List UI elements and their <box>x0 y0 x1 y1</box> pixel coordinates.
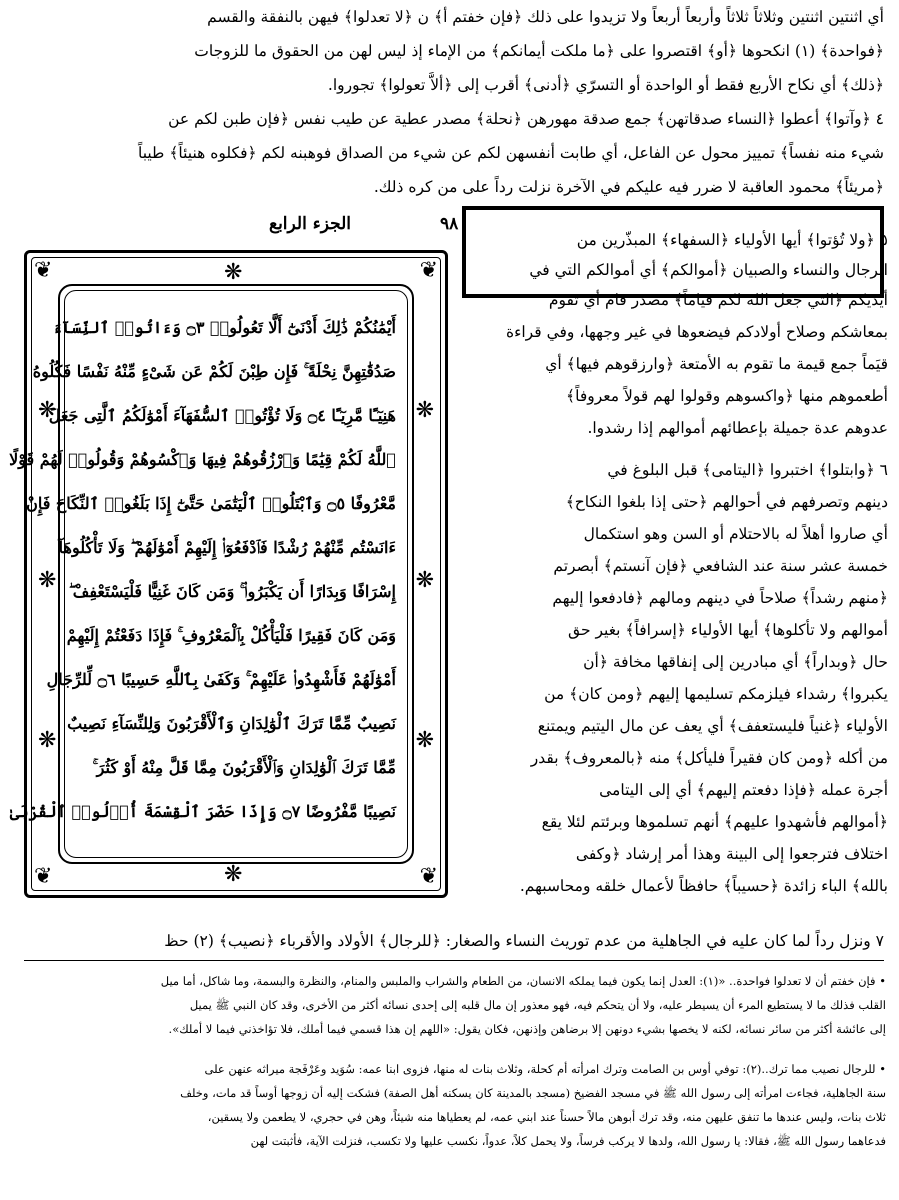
text-line: خمسة عشر سنة عند الشافعي ﴿فإن آنستم﴾ أبصرتم <box>553 557 888 575</box>
text-line: دينهم وتصرفهم في أحوالهم ﴿حتى إذا بلغوا النكاح﴾ <box>565 493 888 511</box>
text-line: بالله﴾ الباء زائدة ﴿حسيباً﴾ حافظاً لأعمال خلقه ومحاسبهم. <box>519 877 888 895</box>
text-line: أيديكم ﴿التي جعل الله لكم قياماً﴾ مصدر قام أي تقوم <box>548 291 888 309</box>
footnote-line: • فإن خفتم أن لا تعدلوا فواحدة.. «(١): العدل إنما يكون فيما يملكه الانسان، من الطعام والشراب والملبس والمنام، والنظرة والبسمة، وما شاكل، أما ميل <box>160 974 886 988</box>
quran-line: أَمْوَٰلَهُمْ فَأَشْهِدُوا۟ عَلَيْهِمْ ۚ وَكَفَىٰ بِٱللَّهِ حَسِيبًا ۝٦ لِّلرِّجَالِ <box>46 670 396 689</box>
text-line: ﴿منهم رشداً﴾ صلاحاً في دينهم ومالهم ﴿فادفعوا إليهم <box>552 589 888 607</box>
quran-line: مِّمَّا تَرَكَ ٱلْوَٰلِدَانِ وَٱلْأَقْرَبُونَ مِمَّا قَلَّ مِنْهُ أَوْ كَثُرَ ۚ <box>92 758 396 777</box>
footnote-line: سنة الجاهلية، فجاءت امرأته إلى رسول الله ﷺ في مسجد الفضيخ (مسجد بالمدينة كان يسكنه أهل الصفة) فشكت إليه أن زوجها أوساً قد مات، وخلف <box>180 1086 886 1100</box>
text-line: الرجال والنساء والصبيان ﴿أموالكم﴾ أي أموالكم التي في <box>529 261 888 279</box>
corner-ornament-icon: ❦ <box>34 258 53 283</box>
text-line: بمعاشكم وصلاح أولادكم فيضعوها في غير وجهها، وفي قراءة <box>505 323 888 341</box>
side-ornament-icon: ❋ <box>415 728 434 753</box>
corner-ornament-icon: ❦ <box>34 864 53 889</box>
quran-line: ءَانَسْتُم مِّنْهُمْ رُشْدًا فَٱدْفَعُوٓا۟ إِلَيْهِمْ أَمْوَٰلَهُمْ ۖ وَلَا تَأْكُلُوهَآ <box>58 538 396 557</box>
text-line: الأولياء ﴿غنياً فليستعفف﴾ أي يعف عن مال اليتيم ويمتنع <box>537 717 888 735</box>
text-line: ﴿ذلك﴾ أي نكاح الأربع فقط أو الواحدة أو التسرّي ﴿أدنى﴾ أقرب إلى ﴿ألاَّ تعولوا﴾ تجوروا. <box>327 76 884 94</box>
text-line: اختلاف فترجعوا إلى البينة وهذا أمر إرشاد ﴿وكفى <box>575 845 888 863</box>
text-line: أجرة عمله ﴿فإذا دفعتم إليهم﴾ أي إلى اليتامى <box>599 781 888 799</box>
text-line: ٤ ﴿وآتوا﴾ أعطوا ﴿النساء صدقاتهن﴾ جمع صدقة مهورهن ﴿نحلة﴾ مصدر عطية عن طيب نفس ﴿فإن طبن لكم عن <box>168 110 884 128</box>
bottom-ornament-icon: ❋ <box>224 862 243 887</box>
side-ornament-icon: ❋ <box>38 568 57 593</box>
top-ornament-icon: ❋ <box>224 260 243 285</box>
text-line: أطعموهم منها ﴿واكسوهم وقولوا لهم قولاً معروفاً﴾ <box>566 387 888 405</box>
quran-line: إِسْرَافًا وَبِدَارًا أَن يَكْبَرُوا۟ ۚ وَمَن كَانَ غَنِيًّا فَلْيَسْتَعْفِفْ ۖ <box>68 582 396 601</box>
corner-ornament-icon: ❦ <box>419 258 438 283</box>
quran-line: وَمَن كَانَ فَقِيرًا فَلْيَأْكُلْ بِٱلْمَعْرُوفِ ۚ فَإِذَا دَفَعْتُمْ إِلَيْهِمْ <box>66 626 396 645</box>
page-number: ٩٨ <box>440 214 459 234</box>
text-line: عدوهم عدة جميلة بإعطائهم أموالهم إذا رشدوا. <box>587 419 888 437</box>
highlight-box <box>462 206 884 298</box>
text-line: ٦ ﴿وابتلوا﴾ اختبروا ﴿اليتامى﴾ قبل البلوغ في <box>607 461 888 479</box>
juz-label: الجزء الرابع <box>269 214 351 234</box>
text-line: يكبروا﴾ رشداء فيلزمكم تسليمها إليهم ﴿ومن كان﴾ من <box>544 685 888 703</box>
side-ornament-icon: ❋ <box>415 568 434 593</box>
side-ornament-icon: ❋ <box>415 398 434 423</box>
text-line: أي صاروا أهلاً له بالاحتلام أو السن وهو استكمال <box>583 525 888 543</box>
quran-line: نَصِيبًا مَّفْرُوضًا ۝٧ وَإِذَا حَضَرَ ٱلْقِسْمَةَ أُو۟لُوا۟ ٱلْقُرْبَىٰ <box>9 802 396 821</box>
text-line: من أكله ﴿ومن كان فقيراً فليأكل﴾ منه ﴿بالمعروف﴾ بقدر <box>530 749 888 767</box>
quran-line: صَدُقَٰتِهِنَّ نِحْلَةً ۚ فَإِن طِبْنَ لَكُمْ عَن شَىْءٍ مِّنْهُ نَفْسًا فَكُلُوهُ <box>32 362 396 381</box>
text-line: ﴿فواحدة﴾ (١) انكحوها ﴿أو﴾ اقتصروا على ﴿ما ملكت أيمانكم﴾ من الإماء إذ ليس لهن من الحقوق ما للزوجات <box>194 42 884 60</box>
text-line: أي اثنتين اثنتين وثلاثاً ثلاثاً وأربعاً أربعاً ولا تزيدوا على ذلك ﴿فإن خفتم أ﴾ ن ﴿لا تعدلوا﴾ فيهن بالنفقة والقسم <box>207 8 884 26</box>
text-line: ﴿أموالهم فأشهدوا عليهم﴾ أنهم تسلموها وبرئتم لئلا يقع <box>541 813 888 831</box>
quran-line: أَيْمَٰنُكُمْ ذَٰلِكَ أَدْنَىٰٓ أَلَّا تَعُولُوا۟ ۝٣ وَءَاتُوا۟ ٱلنِّسَآءَ <box>53 318 396 337</box>
quran-line: نَصِيبٌ مِّمَّا تَرَكَ ٱلْوَٰلِدَانِ وَٱلْأَقْرَبُونَ وَلِلنِّسَآءِ نَصِيبٌ <box>67 714 396 733</box>
text-line: ٥ ﴿ولا تُؤتوا﴾ أيها الأولياء ﴿السفهاء﴾ المبذّرين من <box>576 231 888 249</box>
footnote-line: إلى عائشة أكثر من سائر نسائه، لكنه لا يخصها بشيء دونهن إلا برضاهن وإذنهن، فكان يقول: «اللهم إن هذا قسمي فيما أملك، فلا تؤاخذني فيما لا أملك». <box>168 1022 886 1036</box>
quran-line: ٱللَّهُ لَكُمْ قِيَٰمًا وَٱرْزُقُوهُمْ فِيهَا وَٱكْسُوهُمْ وَقُولُوا۟ لَهُمْ قَوْلًا <box>9 450 396 469</box>
text-line: ﴿مريئاً﴾ محمود العاقبة لا ضرر فيه عليكم في الآخرة نزلت رداً على من كره ذلك. <box>373 178 884 196</box>
footnote-line: فدعاهما رسول الله ﷺ، فقالا: يا رسول الله، ولدها لا يركب فرساً، ولا يحمل كلاً، عدواً، نكسب عليها ولا تكسب، فنزلت الآية، فأثبتت لهن <box>250 1134 886 1148</box>
footnote-divider <box>24 960 884 961</box>
footnote-line: • للرجال نصيب مما ترك..(٢): توفي أوس بن الصامت وترك امرأته أم كحلة، وثلاث بنات له منها، فزوى ابنا عمه: سُوَيد وعَرْفَجة ميراثه عنهن على <box>204 1062 886 1076</box>
footnote-line: ثلاث بنات، وليس عندها ما تنفق عليهن منه، وقد ترك أبوهن مالاً حسناً عند ابني عمه، لم يعطياها منه شيئاً، وهن في حجري، لا يطعمن ولا يسقين، <box>207 1110 886 1124</box>
side-ornament-icon: ❋ <box>38 398 57 423</box>
footnote-line: القلب فذلك ما لا يستطيع المرء أن يسيطر عليه، ولا أن يتحكم فيه، فهو معذور إن مال قلبه إلى إحدى نسائه أكثر من الأخرى، وقد كان النبي ﷺ يميل <box>189 998 886 1012</box>
quran-line: مَّعْرُوفًا ۝٥ وَٱبْتَلُوا۟ ٱلْيَتَٰمَىٰ حَتَّىٰٓ إِذَا بَلَغُوا۟ ٱلنِّكَاحَ فَإِنْ <box>26 494 396 513</box>
corner-ornament-icon: ❦ <box>419 864 438 889</box>
text-line: أموالهم ولا تأكلوها﴾ أيها الأولياء ﴿إسرافاً﴾ بغير حق <box>568 621 888 639</box>
quran-text-frame <box>9 250 448 898</box>
verse-7-line: ٧ ونزل رداً لما كان عليه في الجاهلية من عدم توريث النساء والصغار: ﴿للرجال﴾ الأولاد والأقرباء ﴿نصيب﴾ (٢) حظ <box>164 932 884 950</box>
quran-line: هَنِيٓـًٔا مَّرِيٓـًٔا ۝٤ وَلَا تُؤْتُوا۟ ٱلسُّفَهَآءَ أَمْوَٰلَكُمُ ٱلَّتِى جَعَلَ <box>48 406 396 425</box>
text-line: قيَماً جمع قيمة ما تقوم به الأمتعة ﴿وارزقوهم فيها﴾ أي <box>545 355 888 373</box>
side-ornament-icon: ❋ <box>38 728 57 753</box>
text-line: شيء منه نفساً﴾ تمييز محول عن الفاعل، أي طابت أنفسهن لكم عن شيء من الصداق فوهبنه لكم ﴿فكلوه هنيئاً﴾ طيباً <box>137 144 884 162</box>
text-line: حال ﴿وبداراً﴾ أي مبادرين إلى إنفاقها مخافة ﴿أن <box>583 653 888 671</box>
